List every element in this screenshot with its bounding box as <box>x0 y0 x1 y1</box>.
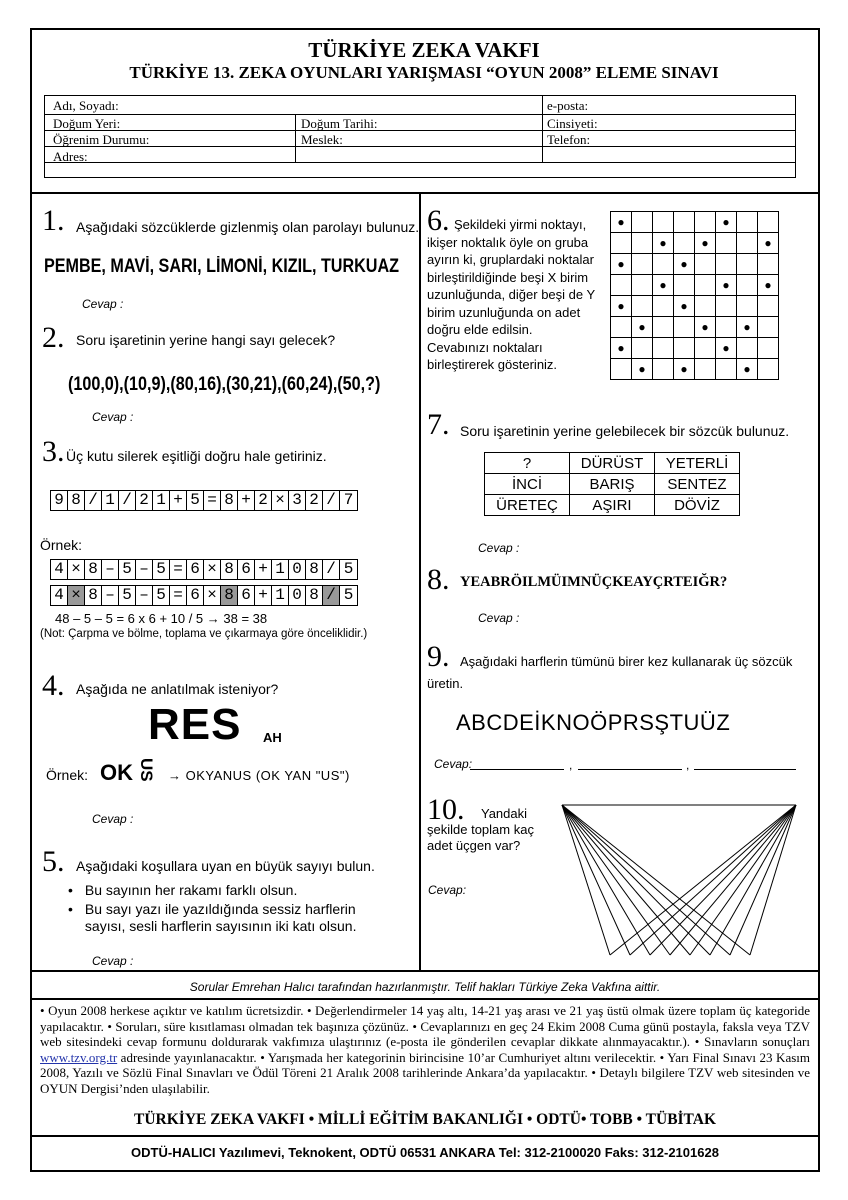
grid-cell[interactable]: ● <box>611 338 632 359</box>
name-field[interactable]: Adı, Soyadı: <box>53 98 119 113</box>
job-field[interactable]: Meslek: <box>301 132 343 147</box>
word-cell: DÖVİZ <box>655 495 740 516</box>
q9-answer-blank-2[interactable] <box>578 769 682 770</box>
grid-cell[interactable] <box>716 233 737 254</box>
grid-cell[interactable]: ● <box>737 359 758 380</box>
grid-cell[interactable] <box>758 359 779 380</box>
grid-cell[interactable] <box>611 359 632 380</box>
grid-cell[interactable] <box>674 317 695 338</box>
q2-text: Soru işaretinin yerine hangi sayı gelecek? <box>76 332 336 348</box>
q6-number: 6. <box>427 204 450 237</box>
grid-cell[interactable] <box>611 275 632 296</box>
q2-answer-label[interactable]: Cevap : <box>92 410 134 424</box>
grid-cell[interactable]: ● <box>674 296 695 317</box>
q8-text: YEABRÖILMÜIMNÜÇKEAYÇRTEIĞR? <box>460 574 728 590</box>
grid-cell[interactable]: ● <box>632 317 653 338</box>
tile: 4 <box>51 586 68 605</box>
divider-credit <box>30 998 820 1000</box>
tile: = <box>170 586 187 605</box>
divider-top <box>30 192 820 194</box>
grid-cell[interactable] <box>758 338 779 359</box>
word-cell: ÜRETEÇ <box>485 495 570 516</box>
tile: – <box>102 586 119 605</box>
grid-cell[interactable]: ● <box>758 275 779 296</box>
tile: – <box>136 560 153 579</box>
q9-text-line2: üretin. <box>427 676 464 691</box>
sponsors-line: TÜRKİYE ZEKA VAKFI • MİLLİ EĞİTİM BAKANLIĞI • ODTÜ• TOBB • TÜBİTAK <box>134 1111 716 1128</box>
grid-cell[interactable] <box>695 254 716 275</box>
tile: 8 <box>221 560 238 579</box>
grid-cell[interactable] <box>632 275 653 296</box>
grid-cell[interactable] <box>716 254 737 275</box>
q5-text: Aşağıdaki koşullara uyan en büyük sayıyı bulun. <box>76 858 375 874</box>
q5-answer-label[interactable]: Cevap : <box>92 954 134 968</box>
grid-cell[interactable] <box>653 317 674 338</box>
tile: + <box>255 560 272 579</box>
q7-text: Soru işaretinin yerine gelebilecek bir sözcük bulunuz. <box>460 423 790 439</box>
grid-cell[interactable] <box>758 317 779 338</box>
info-paragraph: • Oyun 2008 herkese açıktır ve katılım ücretsizdir. • Değerlendirmeler 14 yaş altı, 14-21 yaş arası ve 21 yaş üstü olmak üzere toplam üç kategoride yapılacaktır. • Soruları, süre kısıtlaması olmadan tek başınıza çözünüz. • Cevaplarınızı en geç 24 Ekim 2008 Cuma günü postayla, faksla veya TZV web sitesindeki cevap formunu doldurarak vakfımıza ulaştırınız (e-posta ile gönderilen cevaplar dikkate alınmayacaktır.). • Sınavların sonuçları www.tzv.org.tr adresinde yayınlanacaktır. • Yarışmada her kategorinin birincisine 10’ar Cumhuriyet altını verilecektir. • Yarı Final Sınavı 23 Kasım 2008, Yazılı ve Sözlü Final Sınavları ve Ödül Töreni 21 Aralık 2008 tarihlerinde Ankara’da yapılacaktır. • Detaylı bilgilere TZV web sitesinden ve OYUN Dergisi’nden ulaşılabilir. <box>40 1003 810 1096</box>
grid-cell[interactable]: ● <box>695 233 716 254</box>
grid-cell[interactable]: ● <box>737 317 758 338</box>
email-field[interactable]: e-posta: <box>547 98 589 113</box>
grid-cell[interactable] <box>695 338 716 359</box>
q4-text: Aşağıda ne anlatılmak isteniyor? <box>76 681 279 697</box>
gender-field[interactable]: Cinsiyeti: <box>547 116 598 131</box>
grid-cell[interactable] <box>758 212 779 233</box>
word-cell: SENTEZ <box>655 474 740 495</box>
tile: × <box>204 560 221 579</box>
tile[interactable]: = <box>204 491 221 510</box>
tile: 5 <box>119 560 136 579</box>
grid-cell[interactable]: ● <box>716 212 737 233</box>
tile[interactable]: 1 <box>153 491 170 510</box>
q3-text: Üç kutu silerek eşitliği doğru hale getiriniz. <box>66 448 327 464</box>
q10-answer-label[interactable]: Cevap: <box>428 883 467 897</box>
grid-cell[interactable] <box>653 338 674 359</box>
tile[interactable]: 7 <box>343 491 354 509</box>
grid-cell[interactable] <box>737 275 758 296</box>
word-cell: İNCİ <box>485 474 570 495</box>
q3-example-tiles-2 <box>50 585 358 606</box>
q5-number: 5. <box>42 845 65 878</box>
registration-form <box>44 95 796 178</box>
q9-answer-blank-1[interactable] <box>470 769 564 770</box>
website-link[interactable]: www.tzv.org.tr <box>40 1049 118 1065</box>
tile: 8 <box>85 586 102 605</box>
grid-cell[interactable]: ● <box>674 254 695 275</box>
grid-cell[interactable]: ● <box>653 233 674 254</box>
word-cell: AŞIRI <box>570 495 655 516</box>
birthdate-field[interactable]: Doğum Tarihi: <box>301 116 378 131</box>
q9-separator-2: , <box>686 758 690 772</box>
tile[interactable]: 2 <box>255 491 272 510</box>
q5-condition-2: • Bu sayı yazı ile yazıldığında sessiz harflerin sayısı, sesli harflerin sayısının iki katı olsun. <box>68 901 357 934</box>
grid-cell[interactable] <box>716 359 737 380</box>
q3-example-equation: 48 – 5 – 5 = 6 x 6 + 10 / 5 → 38 = 38 <box>55 611 268 626</box>
grid-cell[interactable] <box>737 338 758 359</box>
divider-bottom <box>30 970 820 972</box>
q10-number: 10. <box>427 793 465 826</box>
grid-cell[interactable] <box>695 296 716 317</box>
q9-answer-blank-3[interactable] <box>694 769 796 770</box>
grid-cell[interactable] <box>758 296 779 317</box>
tile: × <box>204 586 221 605</box>
tile: 5 <box>343 560 354 578</box>
grid-cell[interactable] <box>695 275 716 296</box>
q4-rebus-sub: AH <box>263 730 282 745</box>
tile: – <box>102 560 119 579</box>
grid-cell[interactable] <box>653 296 674 317</box>
q7-word-table <box>484 452 740 516</box>
q4-rebus-big: RES <box>148 700 242 749</box>
grid-cell[interactable]: ● <box>611 212 632 233</box>
q4-answer-label[interactable]: Cevap : <box>92 812 134 826</box>
q4-example-us: US <box>137 758 156 782</box>
grid-cell[interactable] <box>674 233 695 254</box>
grid-cell[interactable] <box>695 212 716 233</box>
org-title: TÜRKİYE ZEKA VAKFI <box>308 38 540 62</box>
credit-line: Sorular Emrehan Halıcı tarafından hazırlanmıştır. Telif hakları Türkiye Zeka Vakfına aittir. <box>189 980 661 994</box>
tile: 6 <box>187 586 204 605</box>
phone-field[interactable]: Telefon: <box>547 132 591 147</box>
q5-condition-1: • Bu sayının her rakamı farklı olsun. <box>68 882 298 898</box>
tile: 0 <box>289 560 306 579</box>
tile: 6 <box>187 560 204 579</box>
tile: / <box>323 586 340 605</box>
exam-title: TÜRKİYE 13. ZEKA OYUNLARI YARIŞMASI “OYUN 2008” ELEME SINAVI <box>129 63 719 82</box>
grid-cell[interactable] <box>737 254 758 275</box>
q1-text: Aşağıdaki sözcüklerde gizlenmiş olan parolayı bulunuz. <box>76 219 420 235</box>
tile: 5 <box>153 586 170 605</box>
tile: 1 <box>272 586 289 605</box>
tile[interactable]: / <box>119 491 136 510</box>
grid-cell[interactable] <box>716 296 737 317</box>
q1-words: PEMBE, MAVİ, SARI, LİMONİ, KIZIL, TURKUAZ <box>44 256 399 277</box>
q6-dot-grid[interactable] <box>610 211 779 380</box>
grid-cell[interactable] <box>653 212 674 233</box>
grid-cell[interactable] <box>632 254 653 275</box>
grid-cell[interactable] <box>632 296 653 317</box>
tile: 8 <box>221 586 238 605</box>
q9-separator-1: , <box>569 758 573 772</box>
tile[interactable]: 2 <box>306 491 323 510</box>
q6-text: Şekildeki yirmi noktayı, ikişer noktalık öyle on gruba ayırın ki, gruplardaki noktalar birleştirildiğinde beşi X birim uzunluğunda, diğer beşi de Y birim uzunluğunda on adet doğru elde edilsin. Cevabınızı noktaları birleştirerek gösteriniz. <box>427 217 596 372</box>
q9-answer-label: Cevap: <box>434 757 473 771</box>
tile[interactable]: / <box>85 491 102 510</box>
grid-cell[interactable] <box>674 275 695 296</box>
tile: 6 <box>238 560 255 579</box>
word-cell: BARIŞ <box>570 474 655 495</box>
tile[interactable]: 8 <box>68 491 85 510</box>
contact-address: ODTÜ-HALICI Yazılımevi, Teknokent, ODTÜ 06531 ANKARA Tel: 312-2100020 Faks: 312-2101628 <box>131 1145 719 1160</box>
q3-puzzle-tiles[interactable] <box>50 490 358 511</box>
tile: 8 <box>306 560 323 579</box>
q9-text-line1: Aşağıdaki harflerin tümünü birer kez kullanarak üç sözcük <box>460 654 793 669</box>
tile: 5 <box>153 560 170 579</box>
tile[interactable]: 8 <box>221 491 238 510</box>
q3-example-label: Örnek: <box>40 537 83 553</box>
tile[interactable]: 3 <box>289 491 306 510</box>
tile: × <box>68 560 85 579</box>
birthplace-field[interactable]: Doğum Yeri: <box>53 116 121 131</box>
grid-cell[interactable] <box>737 296 758 317</box>
q4-example-text: → OKYANUS (OK YAN "US") <box>168 768 350 783</box>
tile: 5 <box>119 586 136 605</box>
grid-cell[interactable] <box>611 317 632 338</box>
grid-cell[interactable] <box>737 233 758 254</box>
grid-cell[interactable]: ● <box>653 275 674 296</box>
grid-cell[interactable] <box>716 317 737 338</box>
grid-cell[interactable]: ● <box>716 275 737 296</box>
tile: × <box>68 586 85 605</box>
tile: 1 <box>272 560 289 579</box>
grid-cell[interactable] <box>632 212 653 233</box>
grid-cell[interactable] <box>653 359 674 380</box>
tile: / <box>323 560 340 579</box>
tile[interactable]: + <box>170 491 187 510</box>
q9-number: 9. <box>427 640 450 673</box>
q3-number: 3. <box>42 435 65 468</box>
tile[interactable]: 5 <box>187 491 204 510</box>
grid-cell[interactable] <box>737 212 758 233</box>
word-cell: YETERLİ <box>655 453 740 474</box>
tile: 4 <box>51 560 68 579</box>
grid-cell[interactable] <box>758 254 779 275</box>
q4-example-label: Örnek: <box>46 767 89 783</box>
tile: 8 <box>306 586 323 605</box>
tile[interactable]: × <box>272 491 289 510</box>
tile: + <box>255 586 272 605</box>
tile: 8 <box>85 560 102 579</box>
q10-triangle-figure <box>560 803 800 961</box>
q2-series: (100,0),(10,9),(80,16),(30,21),(60,24),(50,?) <box>68 374 381 395</box>
q8-number: 8. <box>427 563 450 596</box>
education-field[interactable]: Öğrenim Durumu: <box>53 132 150 147</box>
tile: 0 <box>289 586 306 605</box>
q3-example-tiles-1 <box>50 559 358 580</box>
grid-cell[interactable]: ● <box>716 338 737 359</box>
word-cell: DÜRÜST <box>570 453 655 474</box>
address-field[interactable]: Adres: <box>53 149 88 164</box>
tile[interactable]: 2 <box>136 491 153 510</box>
q9-letters: ABCDEİKNOÖPRSŞTUÜZ <box>456 710 731 735</box>
grid-cell[interactable] <box>632 338 653 359</box>
grid-cell[interactable] <box>695 359 716 380</box>
q4-number: 4. <box>42 669 65 702</box>
q2-number: 2. <box>42 321 65 354</box>
tile: – <box>136 586 153 605</box>
q8-answer-label[interactable]: Cevap : <box>478 611 520 625</box>
q3-note: (Not: Çarpma ve bölme, toplama ve çıkarmaya göre önceliklidir.) <box>40 628 368 640</box>
q1-answer-label[interactable]: Cevap : <box>82 297 124 311</box>
tile[interactable]: 9 <box>51 491 68 510</box>
tile: 5 <box>343 586 354 604</box>
divider-footer <box>30 1135 820 1137</box>
q4-example-ok: OK <box>100 760 133 785</box>
tile: = <box>170 560 187 579</box>
divider-middle <box>419 192 421 970</box>
grid-cell[interactable]: ● <box>695 317 716 338</box>
grid-cell[interactable]: ● <box>611 296 632 317</box>
grid-cell[interactable] <box>653 254 674 275</box>
q7-number: 7. <box>427 408 450 441</box>
tile[interactable]: + <box>238 491 255 510</box>
tile: 6 <box>238 586 255 605</box>
grid-cell[interactable]: ● <box>611 254 632 275</box>
tile[interactable]: / <box>323 491 340 510</box>
grid-cell[interactable] <box>674 338 695 359</box>
grid-cell[interactable]: ● <box>632 359 653 380</box>
grid-cell[interactable] <box>611 233 632 254</box>
word-cell: ? <box>485 453 570 474</box>
grid-cell[interactable]: ● <box>758 233 779 254</box>
q10-text: Yandaki şekilde toplam kaç adet üçgen var? <box>427 806 534 853</box>
q1-number: 1. <box>42 204 65 237</box>
grid-cell[interactable]: ● <box>674 359 695 380</box>
q7-answer-label[interactable]: Cevap : <box>478 541 520 555</box>
tile[interactable]: 1 <box>102 491 119 510</box>
grid-cell[interactable] <box>674 212 695 233</box>
grid-cell[interactable] <box>632 233 653 254</box>
